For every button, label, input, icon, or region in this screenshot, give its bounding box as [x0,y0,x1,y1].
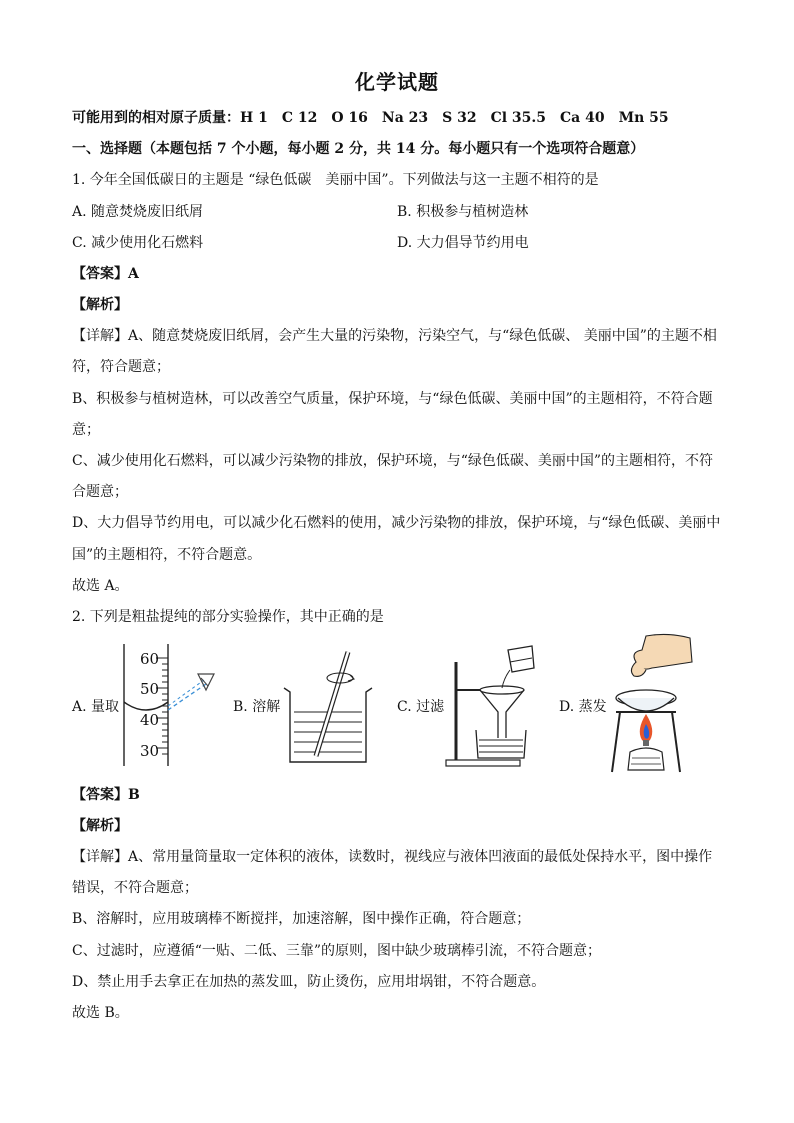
cylinder-tick-label: 60 [140,650,160,668]
figure-c-label: C. 过滤 [397,699,445,715]
q2-detail-line: D、禁止用手去拿正在加热的蒸发皿，防止烫伤，应用坩埚钳，不符合题意。 [72,974,546,990]
q1-detail-line: B、积极参与植树造林，可以改善空气质量，保护环境，与“绿色低碳、美丽中国”的主题相符，不符合题 [72,391,713,407]
cylinder-tick-label: 30 [140,742,160,760]
figure-c-filter-setup [440,640,540,768]
q1-option-b: B. 积极参与植树造林 [397,204,529,220]
q2-detail-line: 【详解】A、常用量筒量取一定体积的液体，读数时，视线应与液体凹液面的最低处保持水平，图中操作 [72,849,713,865]
cylinder-tick-label: 50 [140,680,160,698]
q1-detail-line: 符，符合题意； [72,359,170,375]
figure-a-cylinder [118,640,218,770]
q2-detail-line: C、过滤时，应遵循“一贴、二低、三靠”的原则，图中缺少玻璃棒引流，不符合题意； [72,943,602,959]
figure-b-beaker [280,648,376,768]
q1-stem: 1. 今年全国低碳日的主题是 “绿色低碳 美丽中国”。下列做法与这一主题不相符的是 [72,172,599,188]
q1-detail-line: 故选 A。 [72,578,129,594]
q2-detail-line: B、溶解时，应用玻璃棒不断搅拌，加速溶解，图中操作正确，符合题意； [72,911,531,927]
q1-option-c: C. 减少使用化石燃料 [72,235,204,251]
section-heading: 一、选择题（本题包括 7 个小题，每小题 2 分，共 14 分。每小题只有一个选项符合题意） [72,141,645,157]
figure-a-label: A. 量取 [72,699,120,715]
figure-d-evaporation [606,632,696,776]
q1-detail-line: 【详解】A、随意焚烧废旧纸屑，会产生大量的污染物，污染空气，与“绿色低碳、 美丽中国”的主题不相 [72,328,717,344]
q1-option-a: A. 随意焚烧废旧纸屑 [72,204,204,220]
q1-detail-line: 意； [72,422,100,438]
q1-detail-line: D、大力倡导节约用电，可以减少化石燃料的使用，减少污染物的排放，保护环境，与“绿色低碳、美丽中 [72,515,721,531]
q2-answer: 【答案】B [72,787,140,803]
q1-detail-line: 国”的主题相符，不符合题意。 [72,547,262,563]
figure-b-label: B. 溶解 [233,699,281,715]
q2-stem: 2. 下列是粗盐提纯的部分实验操作，其中正确的是 [72,609,384,625]
q1-answer: 【答案】A [72,266,139,282]
atomic-masses-line: 可能用到的相对原子质量：H 1 C 12 O 16 Na 23 S 32 Cl 35.5 Ca 40 Mn 55 [72,110,669,126]
figure-d-label: D. 蒸发 [559,699,607,715]
q1-analysis-label: 【解析】 [72,297,128,313]
q1-detail-line: 合题意； [72,484,128,500]
q2-detail-line: 故选 B。 [72,1005,129,1021]
cylinder-tick-label: 40 [140,711,160,729]
q1-option-d: D. 大力倡导节约用电 [397,235,529,251]
q1-detail-line: C、减少使用化石燃料，可以减少污染物的排放，保护环境，与“绿色低碳、美丽中国”的主题相符，不符 [72,453,714,469]
page-title: 化学试题 [355,70,439,94]
q2-detail-line: 错误，不符合题意； [72,880,198,896]
q2-analysis-label: 【解析】 [72,818,128,834]
